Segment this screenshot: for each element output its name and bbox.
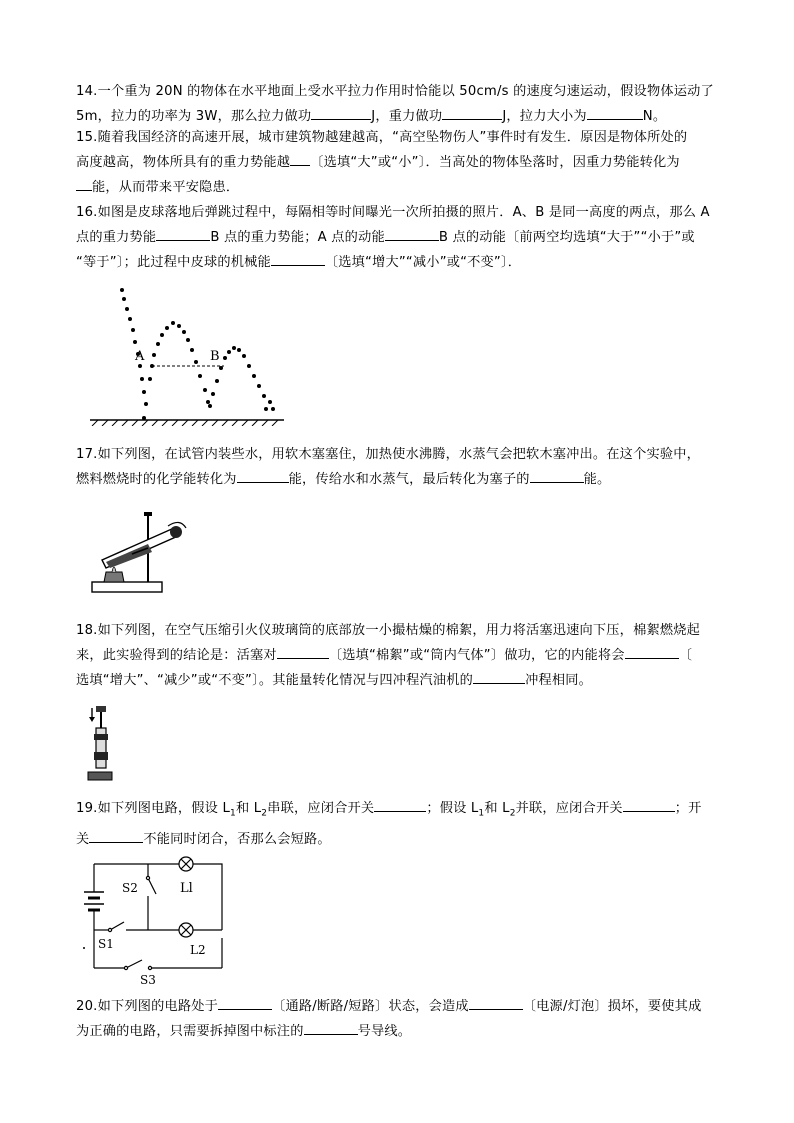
switch-s2 (146, 876, 156, 894)
test-tube (102, 522, 186, 568)
answer-blank[interactable] (623, 797, 675, 812)
label-b: B (210, 349, 220, 364)
alcohol-lamp (104, 567, 124, 582)
answer-blank[interactable] (156, 226, 210, 241)
answer-blank[interactable] (290, 151, 310, 166)
test-tube-apparatus-figure (88, 510, 194, 602)
answer-blank[interactable] (385, 226, 439, 241)
piston-handle (96, 706, 106, 712)
switch-s3 (124, 960, 151, 970)
answer-blank[interactable] (89, 828, 143, 843)
air-compression-igniter-figure (84, 704, 114, 784)
q15-line-2: 高度越高，物体所具有的重力势能越 〔选填“大”或“小”〕．当高处的物体坠落时，因重力势能转化为 (76, 150, 724, 175)
q17-line-1: 17.如下列图，在试管内装些水，用软木塞塞住，加热使水沸腾，水蒸气会把软木塞冲出。在这个实验中， (76, 447, 701, 462)
question-16 (76, 200, 724, 275)
ground-line (90, 420, 284, 426)
answer-blank[interactable] (374, 797, 426, 812)
answer-blank[interactable] (625, 644, 679, 659)
answer-blank[interactable] (442, 105, 502, 120)
q16-line-1: 16.如图是皮球落地后弹跳过程中，每隔相等时间曝光一次所拍摄的照片．A、B 是同一高度的两点，那么 A (76, 205, 710, 220)
q19-line-1: 19.如下列图电路，假设 $L_1$和 $L_2$串联，应闭合开关 ；假设 $L_1$和 $L_2$并联，应闭合开关 ；开 (76, 796, 724, 827)
q17-line-2: 燃料燃烧时的化学能转化为 能，传给水和水蒸气，最后转化为塞子的 能。 (76, 467, 724, 492)
answer-blank[interactable] (304, 1020, 358, 1035)
answer-blank[interactable] (277, 644, 329, 659)
q15-line-3: 能，从而带来平安隐患． (76, 175, 724, 200)
question-17 (76, 442, 724, 492)
answer-blank[interactable] (271, 251, 325, 266)
answer-blank[interactable] (469, 995, 523, 1010)
q20-line-2: 为正确的电路，只需要拆掉图中标注的 号导线。 (76, 1019, 724, 1044)
q14-line-1: 14.一个重为 20N 的物体在水平地面上受水平拉力作用时恰能以 50cm/s 的速度匀速运动，假设物体运动了 (76, 84, 714, 99)
q18-line-2: 来，此实验得到的结论是：活塞对 〔选填“棉絮”或“筒内气体”〕做功，它的内能将会 〔 (76, 643, 724, 668)
answer-blank[interactable] (473, 669, 525, 684)
label-s1: S1 (98, 937, 114, 951)
answer-blank[interactable] (218, 995, 272, 1010)
q19-line-2: 关 不能同时闭合，否那么会短路。 (76, 827, 724, 852)
q20-line-1: 20.如下列图的电路处于 〔通路/断路/短路〕状态，会造成 〔电源/灯泡〕损坏，要使其成 (76, 994, 724, 1019)
bouncing-ball-figure (88, 284, 288, 426)
switch-s1 (108, 922, 124, 932)
label-s3: S3 (140, 973, 156, 986)
label-s2: S2 (122, 881, 138, 895)
question-20 (76, 994, 724, 1044)
lamp-l2-symbol (179, 923, 193, 937)
answer-blank[interactable] (311, 105, 371, 120)
q18-line-1: 18.如下列图，在空气压缩引火仪玻璃筒的底部放一小撮枯燥的棉絮，用力将活塞迅速向下压，棉絮燃烧起 (76, 623, 701, 638)
question-14 (76, 79, 724, 129)
lamp-l1-symbol (179, 857, 193, 871)
igniter-base (88, 772, 112, 780)
question-18 (76, 618, 724, 693)
question-19 (76, 796, 724, 852)
q16-line-2: 点的重力势能 B 点的重力势能；A 点的动能 B 点的动能〔前两空均选填“大于”“小于”或 (76, 225, 724, 250)
circuit-diagram-figure (80, 852, 234, 986)
q16-line-3: “等于”〕；此过程中皮球的机械能 〔选填“增大”“减小”或“不变”〕． (76, 250, 724, 275)
answer-blank[interactable] (76, 176, 92, 191)
label-l2: L2 (190, 943, 206, 957)
q15-line-1: 15.随着我国经济的高速开展，城市建筑物越建越高，“高空坠物伤人”事件时有发生．原因是物体所处的 (76, 130, 688, 145)
answer-blank[interactable] (587, 105, 643, 120)
stand-base (92, 582, 162, 592)
battery-symbol (84, 892, 104, 910)
label-l1: Ll (180, 881, 193, 896)
answer-blank[interactable] (530, 468, 584, 483)
question-15 (76, 125, 724, 200)
answer-blank[interactable] (237, 468, 289, 483)
label-a: A (135, 349, 145, 364)
q14-line-2: 5m，拉力的功率为 3W，那么拉力做功 J，重力做功 J，拉力大小为 N。 (76, 104, 724, 129)
q18-line-3: 选填“增大”、“减少”或“不变”〕。其能量转化情况与四冲程汽油机的 冲程相同。 (76, 668, 724, 693)
